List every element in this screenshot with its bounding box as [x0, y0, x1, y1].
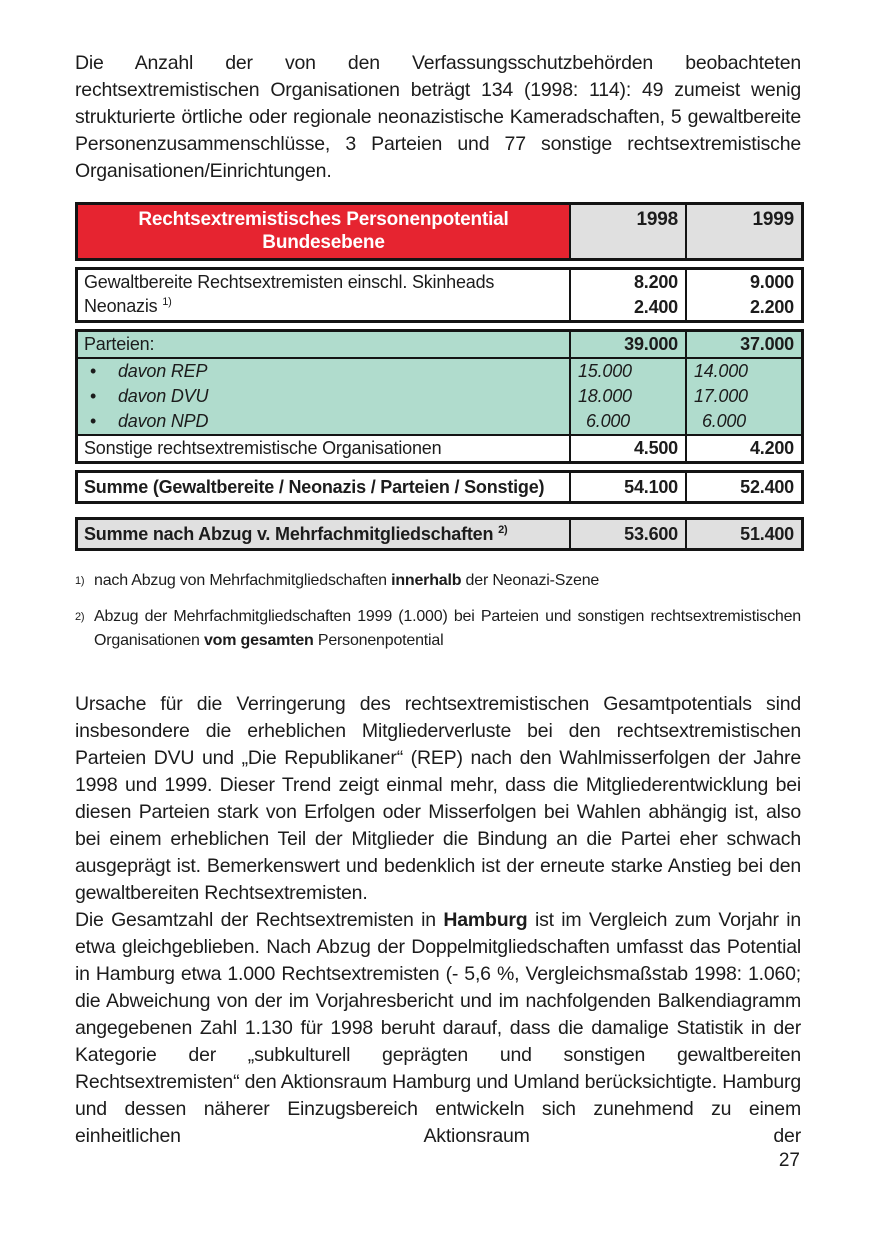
column-header-1999: 1999 [685, 205, 801, 258]
value-1998: 6.000 [569, 409, 685, 434]
footnote-ref-1: 1) [162, 296, 172, 308]
table-title-line2: Bundesebene [262, 232, 385, 253]
value-1998: 2.400 [569, 295, 685, 320]
table-row-davon-rep [78, 357, 801, 384]
footnote-ref-2: 2) [498, 524, 508, 536]
footnote-1 [75, 569, 801, 598]
footnotes [75, 569, 801, 653]
footnote-2 [75, 605, 801, 653]
value-1998: 39.000 [569, 332, 685, 357]
value-1999: 51.400 [685, 520, 801, 548]
bullet-icon: • [90, 361, 97, 381]
table-title-line1: Rechtsextremistisches Personenpotential [138, 209, 509, 230]
footnote-text: nach Abzug von Mehrfachmitgliedschaften innerhalb der Neonazi-Szene [94, 572, 600, 589]
table-row-parteien [78, 332, 801, 357]
row-label: • davon DVU [90, 386, 209, 406]
bullet-icon: • [90, 411, 97, 431]
hamburg-bold: Hamburg [443, 909, 528, 932]
row-label: Summe (Gewaltbereite / Neonazis / Parteien / Sonstige) [84, 477, 545, 497]
value-1998: 18.000 [569, 384, 685, 409]
paragraph-ursache: Ursache für die Verringerung des rechtsextremistischen Gesamtpotentials sind insbesondere die erheblichen Mitgliederverluste bei den rechtsextremistischen Parteien DVU und „Die Republikaner“ (REP) nach den Wahlmisserfolgen der Jahre 1998 und 1999. Dieser Trend zeigt einmal mehr, dass die Mitgliederentwicklung bei diesen Parteien stark von Erfolgen oder Misserfolgen bei Wahlen abhängig ist, also bei einem erheblichen Teil der Mitglieder die Bindung an die Partei eher schwach ausgeprägt ist. Bemerkenswert und bedenklich ist der erneute starke Anstieg bei den gewaltbereiten Rechtsextremisten. [75, 693, 801, 905]
value-1999: 6.000 [685, 409, 801, 434]
value-1998: 15.000 [569, 359, 685, 384]
page-number: 27 [778, 1150, 800, 1171]
table-row-davon-npd [78, 409, 801, 434]
column-header-1998: 1998 [569, 205, 685, 258]
value-1998: 8.200 [569, 270, 685, 295]
paragraph-organisationen: Die Anzahl der von den Verfassungsschutzbehörden beobachteten rechtsextremistischen Organisationen beträgt 134 (1998: 114): 49 zumeist wenig strukturierte örtliche oder regionale neonazistische Kameradschaften, 5 gewaltbereite Personenzusammenschlüsse, 3 Parteien und 77 sonstige rechtsextremistische Organisationen/Einrichtungen. [75, 52, 801, 182]
row-label: Summe nach Abzug v. Mehrfachmitgliedschaften $^{2)}$ [84, 524, 508, 544]
table-section-summe-abzug [75, 517, 804, 551]
table-header-section [75, 202, 804, 261]
personenpotential-table [75, 202, 804, 551]
table-row-gewaltbereite [78, 270, 801, 295]
table-row-summe [78, 473, 801, 501]
row-label: Neonazis $^{1)}$ [84, 296, 172, 316]
row-label: Gewaltbereite Rechtsextremisten einschl. Skinheads [84, 272, 495, 292]
row-label: • davon REP [90, 361, 208, 381]
value-1999: 37.000 [685, 332, 801, 357]
value-1999: 14.000 [685, 359, 801, 384]
row-label: • davon NPD [90, 411, 209, 431]
value-1999: 9.000 [685, 270, 801, 295]
footnote-text: Abzug der Mehrfachmitgliedschaften 1999 (1.000) bei Parteien und sonstigen rechtsextremistischen Organisationen vom gesamten Personenpotential [94, 608, 801, 650]
paragraph-hamburg: Die Gesamtzahl der Rechtsextremisten in Hamburg ist im Vergleich zum Vorjahr in etwa gleichgeblieben. Nach Abzug der Doppelmitgliedschaften umfasst das Potential in Hamburg etwa 1.000 Rechtsextremisten (- 5,6 %, Vergleichsmaßstab 1998: 1.060; die Abweichung von der im Vorjahresbericht und im nachfolgenden Balkendiagramm angegebenen Zahl 1.130 für 1998 beruht darauf, dass die damalige Statistik in der Kategorie der „subkulturell geprägten und sonstigen gewaltbereiten Rechtsextremisten“ den Aktionsraum Hamburg und Umland berücksichtigte. Hamburg und dessen näherer Einzugsbereich entwickeln sich zunehmend zu einem einheitlichen Aktionsraum der [75, 909, 802, 1148]
value-1999: 4.200 [685, 436, 801, 461]
row-label: Parteien: [84, 334, 155, 354]
bullet-icon: • [90, 386, 97, 406]
value-1999: 52.400 [685, 473, 801, 501]
table-row-sonstige [78, 434, 801, 461]
value-1998: 53.600 [569, 520, 685, 548]
value-1998: 4.500 [569, 436, 685, 461]
table-section-gewaltbereite [75, 267, 804, 323]
footnote-marker: 2) [75, 611, 85, 624]
footnote-marker: 1) [75, 575, 85, 587]
table-row-neonazis [78, 295, 801, 320]
row-label: Sonstige rechtsextremistische Organisationen [84, 438, 442, 458]
table-section-summe [75, 470, 804, 504]
table-section-parteien [75, 329, 804, 464]
table-row-summe-abzug [78, 520, 801, 548]
value-1999: 2.200 [685, 295, 801, 320]
value-1999: 17.000 [685, 384, 801, 409]
value-1998: 54.100 [569, 473, 685, 501]
table-title [78, 205, 569, 258]
table-row-davon-dvu [78, 384, 801, 409]
